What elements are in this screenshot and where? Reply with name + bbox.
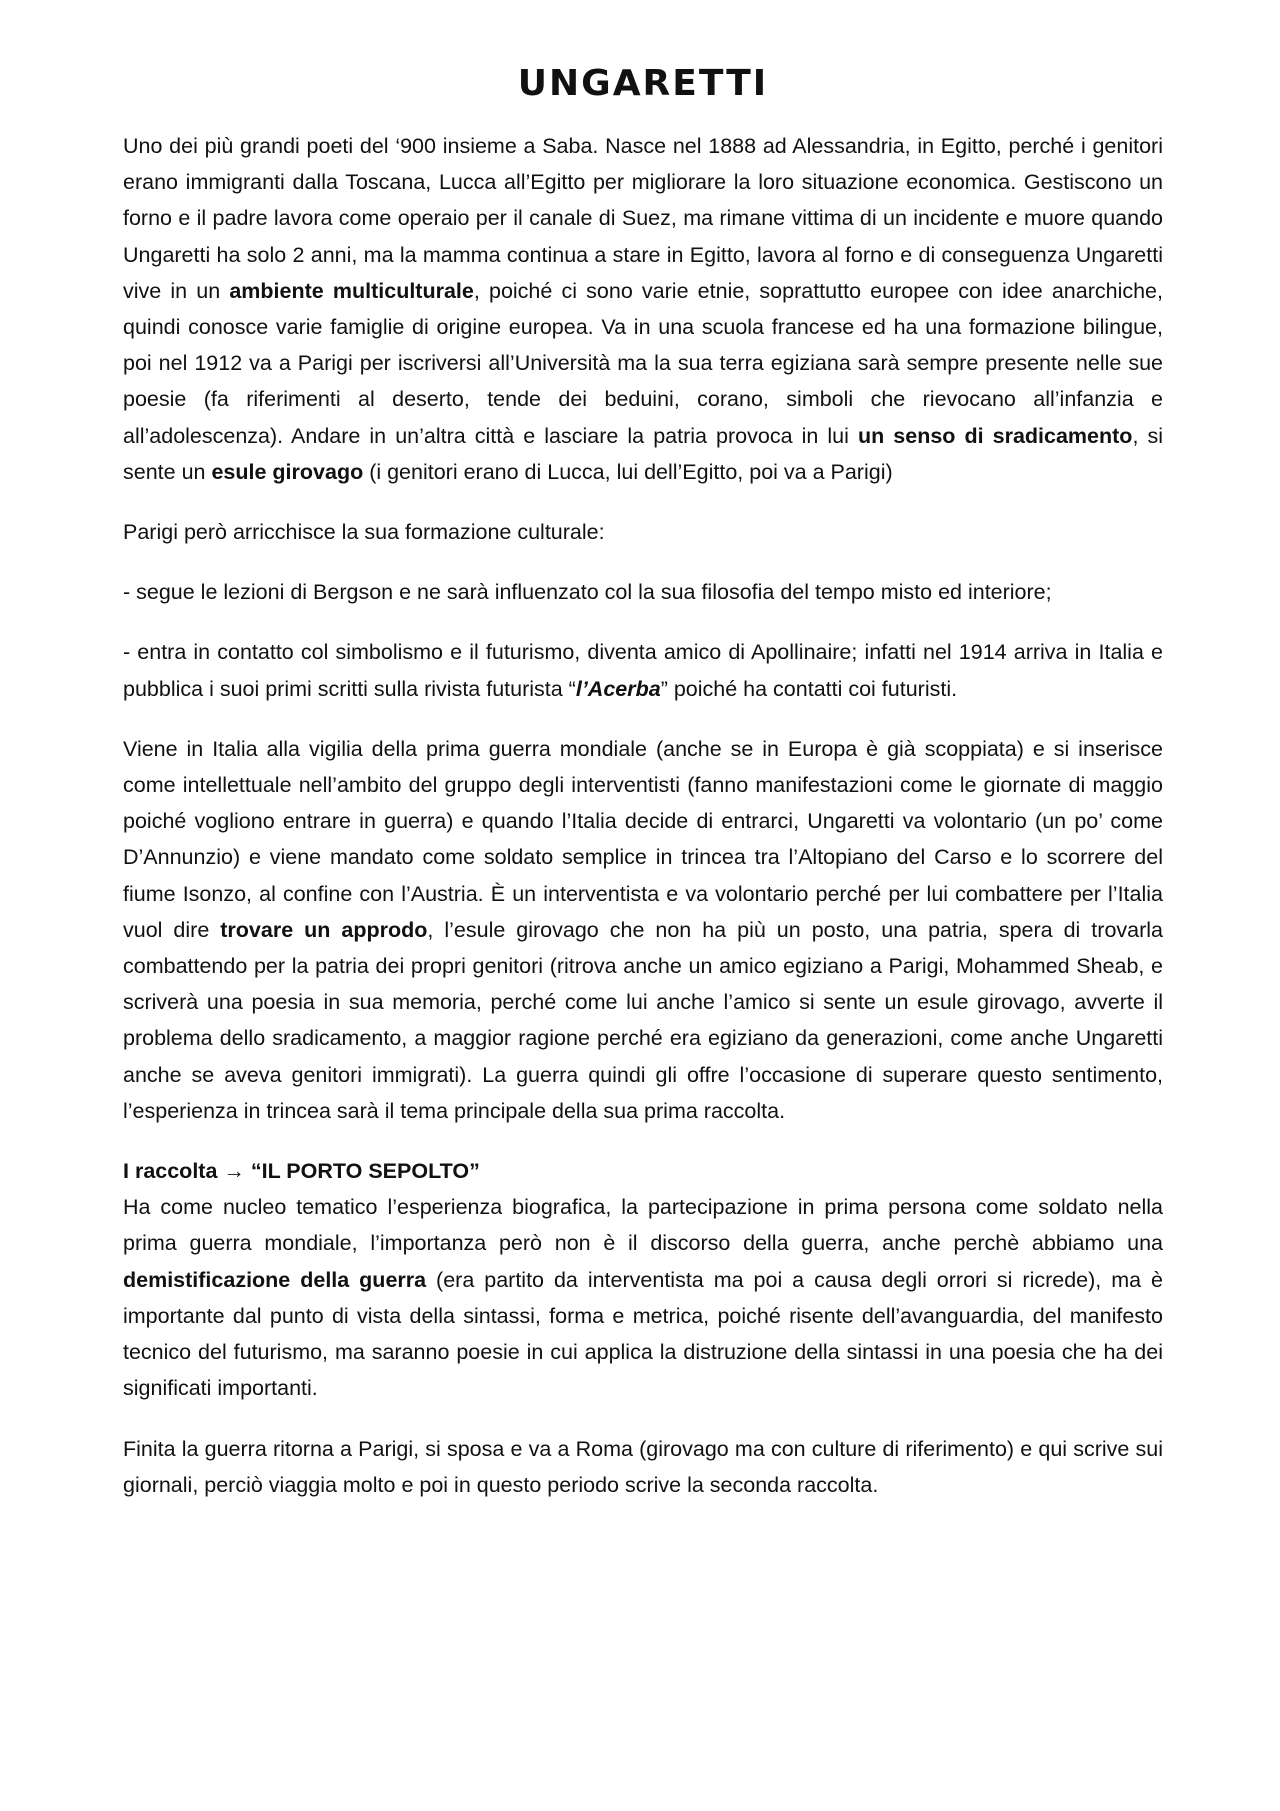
document-page	[123, 62, 1163, 1527]
paragraph-guerra	[123, 731, 1163, 1129]
paragraph-roma: Finita la guerra ritorna a Parigi, si sposa e va a Roma (girovago ma con culture di riferimento) e qui scrive sui giornali, perciò viaggia molto e poi in questo periodo scrive la seconda raccolta.	[123, 1436, 1163, 1497]
text-run: Uno dei più grandi poeti del ‘900 insieme a Saba. Nasce nel 1888 ad Alessandria, in Egitto, perché i genitori erano immigranti dalla Toscana, Lucca all’Egitto per migliorare la loro situazione economica. Gestiscono un forno e il padre lavora come operaio per il canale di Suez, ma rimane vittima di un incidente e muore quando Ungaretti ha solo 2 anni, ma la mamma continua a stare in Egitto, lavora al forno e di conseguenza Ungaretti vive in un	[123, 134, 1163, 303]
paragraph-simbolismo	[123, 634, 1163, 706]
paragraph-parigi: Parigi però arricchisce la sua formazione culturale:	[123, 520, 605, 545]
bold-text-trovare-un-approdo: trovare un approdo	[220, 917, 428, 942]
text-run: (era partito da interventista ma poi a causa degli orrori si ricrede), ma è importante dal punto di vista della sintassi, forma e metrica, poiché risente dell’avanguardia, del manifesto tecnico del futurismo, ma saranno poesie in cui applica la distruzione della sintassi in una poesia che ha dei significati importanti.	[123, 1267, 1163, 1401]
text-run: ” poiché ha contatti coi futuristi.	[660, 676, 958, 701]
text-run: Viene in Italia alla vigilia della prima guerra mondiale (anche se in Europa è già scoppiata) e si inserisce come intellettuale nell’ambito del gruppo degli interventisti (fanno manifestazioni come le giornate di maggio poiché vogliono entrare in guerra) e quando l’Italia decide di entrarci, Ungaretti va volontario (un po’ come D’Annunzio) e viene mandato come soldato semplice in trincea tra l’Altopiano del Carso e lo scorrere del fiume Isonzo, al confine con l’Austria. È un interventista e va volontario perché per lui combattere per l’Italia vuol dire	[123, 736, 1163, 942]
bold-text-ambiente-multiculturale: ambiente multiculturale	[229, 278, 474, 303]
section-heading-porto-sepolto: I raccolta → “IL PORTO SEPOLTO”	[123, 1159, 480, 1184]
paragraph-porto-sepolto	[123, 1189, 1163, 1406]
bold-text-senso-di-sradicamento: un senso di sradicamento	[857, 423, 1133, 448]
text-run: Ha come nucleo tematico l’esperienza biografica, la partecipazione in prima persona come soldato nella prima guerra mondiale, l’importanza però non è il discorso della guerra, anche perchè abbiamo una	[123, 1195, 1163, 1256]
text-run: , poiché ci sono varie etnie, soprattutto europee con idee anarchiche, quindi conosce varie famiglie di origine europea. Va in una scuola francese ed ha una formazione bilingue, poi nel 1912 va a Parigi per iscriversi all’Università ma la sua terra egiziana sarà sempre presente nelle sue poesie (fa riferimenti al deserto, tende dei beduini, corano, simboli che rievocano all’infanzia e all’adolescenza). Andare in un’altra città e lasciare la patria provoca in lui	[123, 278, 1163, 448]
text-run: , l’esule girovago che non ha più un posto, una patria, spera di trovarla combattendo per la patria dei propri genitori (ritrova anche un amico egiziano a Parigi, Mohammed Sheab, e scriverà una poesia in sua memoria, perché come lui anche l’amico si sente un esule girovago, avverte il problema dello sradicamento, a maggior ragione perché era egiziano da generazioni, come anche Ungaretti anche se aveva genitori immigrati). La guerra quindi gli offre l’occasione di superare questo sentimento, l’esperienza in trincea sarà il tema principale della sua prima raccolta.	[123, 917, 1163, 1123]
text-run: - entra in contatto col simbolismo e il futurismo, diventa amico di Apollinaire; infatti nel 1914 arriva in Italia e pubblica i suoi primi scritti sulla rivista futurista “	[123, 640, 1163, 701]
paragraph-bergson: - segue le lezioni di Bergson e ne sarà influenzato col la sua filosofia del tempo misto ed interiore;	[123, 580, 1052, 605]
text-run: (i genitori erano di Lucca, lui dell’Egitto, poi va a Parigi)	[363, 459, 893, 484]
document-title: UNGARETTI	[517, 63, 769, 104]
bold-italic-text-acerba: l’Acerba	[575, 676, 661, 701]
paragraph-biography	[123, 128, 1163, 490]
bold-text-demistificazione: demistificazione della guerra	[123, 1267, 427, 1292]
text-run: , si sente un	[123, 423, 1163, 484]
bold-text-esule-girovago: esule girovago	[211, 459, 364, 484]
